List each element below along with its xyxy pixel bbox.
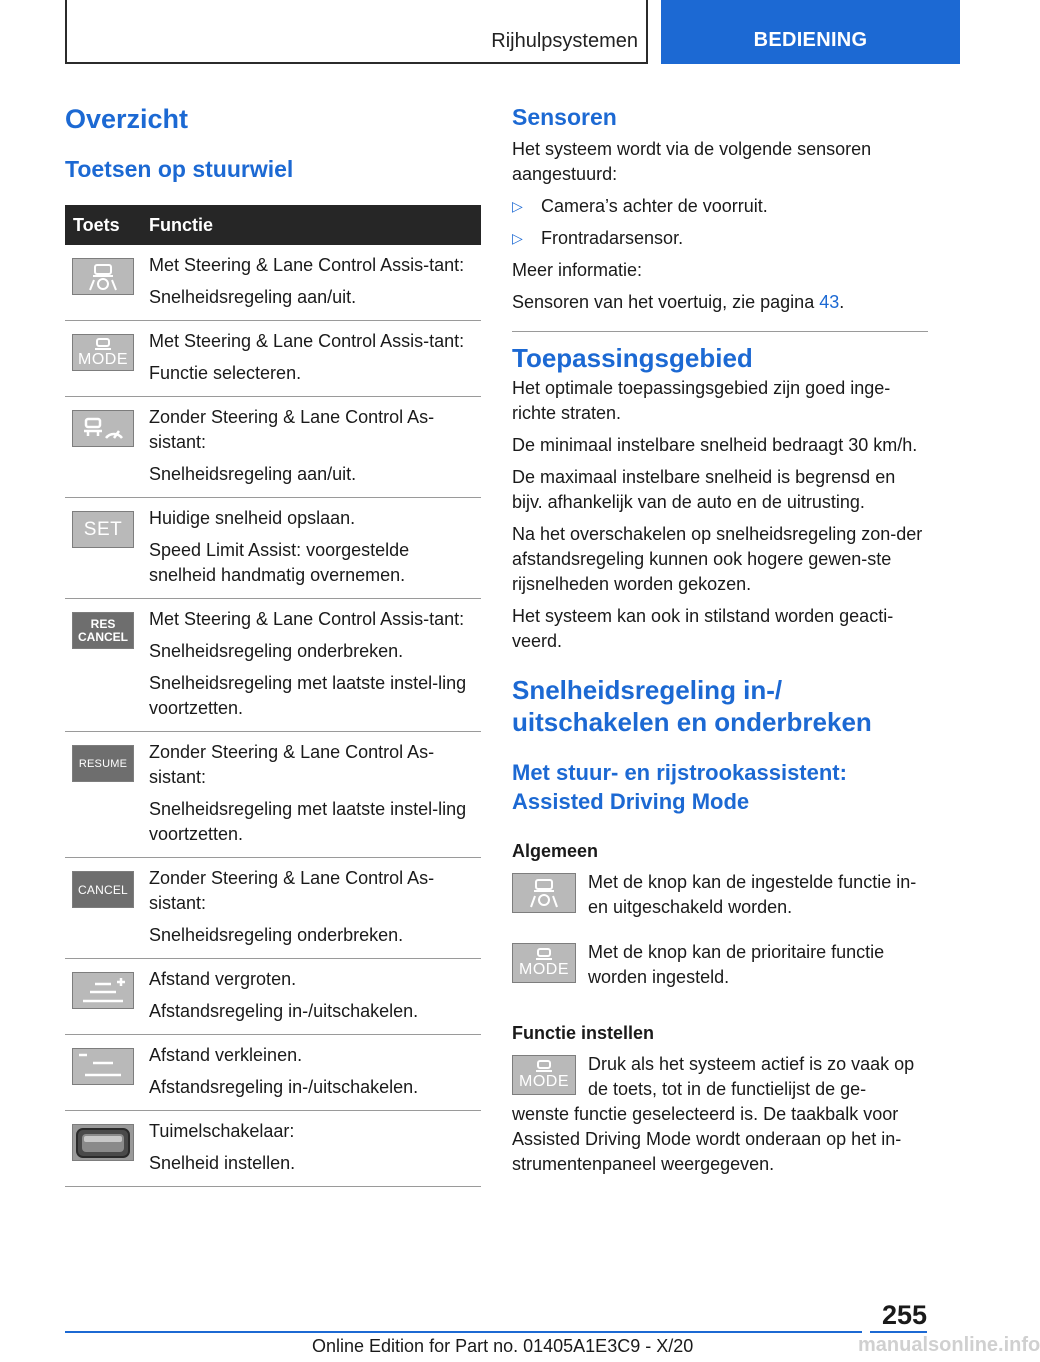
steering-assist-icon <box>72 258 134 295</box>
row-text: Afstandsregeling in-/uitschakelen. <box>149 1077 419 1097</box>
row-text: Snelheid instellen. <box>149 1153 296 1173</box>
bullet-text: Frontradarsensor. <box>541 228 684 248</box>
icon-label: SET <box>83 518 123 540</box>
scope-paragraph: De maximaal instelbare snelheid is begrensd en bijv. afhankelijk van de auto en de uitrusting. <box>512 467 896 512</box>
row-text: Speed Limit Assist: voorgestelde snelheid handmatig overnemen. <box>149 540 410 585</box>
list-item <box>512 226 928 251</box>
sensors-reference: Sensoren van het voertuig, zie pagina 43. <box>512 290 928 332</box>
bullet-triangle-icon: ▷ <box>512 198 523 214</box>
scope-paragraph: Na het overschakelen op snelheidsregeling zon-der afstandsregeling kunnen ook hogere gewen-ste rijsnelheden worden gekozen. <box>512 524 923 594</box>
cruise-control-icon <box>72 410 134 447</box>
scope-heading: Toepassingsgebied <box>512 343 753 373</box>
general-item-text: Met de knop kan de ingestelde functie in- en uitgeschakeld worden. <box>588 872 917 917</box>
icon-label: MODE <box>519 961 569 978</box>
table-row <box>65 732 481 858</box>
row-text: Snelheidsregeling onderbreken. <box>149 641 404 661</box>
page-title: Overzicht <box>65 104 189 134</box>
chapter-tab-label: BEDIENING <box>753 29 868 51</box>
list-item <box>512 870 928 920</box>
row-text: Snelheidsregeling aan/uit. <box>149 464 357 484</box>
table-row <box>65 599 481 732</box>
row-text: Zonder Steering & Lane Control As-sistant: <box>149 868 435 913</box>
row-text: Met Steering & Lane Control Assis-tant: <box>149 255 465 275</box>
mode-button-icon <box>512 943 576 983</box>
left-column <box>65 100 481 184</box>
list-item <box>512 194 928 219</box>
page-link[interactable]: 43 <box>819 292 840 312</box>
table-row <box>65 245 481 321</box>
table-header <box>65 205 481 245</box>
table-row <box>65 1111 481 1187</box>
icon-label: MODE <box>78 350 128 368</box>
assist-heading: Met stuur- en rijstrookassistent: Assisted Driving Mode <box>512 760 847 814</box>
table-row <box>65 1035 481 1111</box>
list-item <box>512 940 928 990</box>
row-text: Met Steering & Lane Control Assis-tant: <box>149 609 465 629</box>
row-text: Zonder Steering & Lane Control As-sistant: <box>149 742 435 787</box>
set-function-heading: Functie instellen <box>512 1023 655 1043</box>
row-text: Zonder Steering & Lane Control As-sistant: <box>149 407 435 452</box>
more-info-label: Meer informatie: <box>512 260 643 280</box>
scope-paragraph: Het systeem kan ook in stilstand worden geacti-veerd. <box>512 606 894 651</box>
icon-label: MODE <box>519 1073 569 1090</box>
scope-paragraph: Het optimale toepassingsgebied zijn goed inge-richte straten. <box>512 378 891 423</box>
row-text: Afstandsregeling in-/uitschakelen. <box>149 1001 419 1021</box>
icon-label: RESUME <box>78 757 128 770</box>
resume-button-icon <box>72 745 134 782</box>
bullet-text: Camera’s achter de voorruit. <box>541 196 768 216</box>
row-text: Functie selecteren. <box>149 363 302 383</box>
icon-label: CANCEL <box>78 882 128 897</box>
general-item-text: Met de knop kan de prioritaire functie worden ingesteld. <box>588 942 885 987</box>
col-header-function: Functie <box>149 214 214 235</box>
res-cancel-button-icon <box>72 612 134 649</box>
page-number: 255 <box>881 1300 927 1330</box>
watermark: manualsonline.info <box>858 1334 1040 1356</box>
row-text: Snelheidsregeling onderbreken. <box>149 925 404 945</box>
steering-assist-icon <box>512 873 576 913</box>
edition-text: Online Edition for Part no. 01405A1E3C9 - X/20 <box>312 1336 694 1356</box>
cancel-button-icon <box>72 871 134 908</box>
set-function-text-rest: wenste functie geselecteerd is. De taakbalk voor Assisted Driving Mode wordt onderaan op het in-strumentenpaneel weergegeven. <box>512 1104 902 1174</box>
row-text: Tuimelschakelaar: <box>149 1121 295 1141</box>
table-row <box>65 321 481 397</box>
icon-label: RES CANCEL <box>78 616 128 644</box>
switch-heading: Snelheidsregeling in-/ uitschakelen en onderbreken <box>512 675 872 737</box>
table-row <box>65 397 481 498</box>
row-text: Huidige snelheid opslaan. <box>149 508 356 528</box>
right-column <box>512 100 928 1177</box>
row-text: Snelheidsregeling aan/uit. <box>149 287 357 307</box>
table-row <box>65 498 481 599</box>
general-heading: Algemeen <box>512 841 599 861</box>
row-text: Afstand vergroten. <box>149 969 297 989</box>
rocker-switch-icon <box>72 1124 134 1161</box>
reference-text: Sensoren van het voertuig, zie pagina <box>512 292 815 312</box>
section-heading-buttons: Toetsen op stuurwiel <box>65 156 294 182</box>
distance-increase-icon <box>72 972 134 1009</box>
mode-button-icon <box>72 334 134 371</box>
table-row <box>65 858 481 959</box>
scope-paragraph: De minimaal instelbare snelheid bedraagt 30 km/h. <box>512 435 918 455</box>
row-text: Afstand verkleinen. <box>149 1045 303 1065</box>
bullet-triangle-icon: ▷ <box>512 230 523 246</box>
set-button-icon <box>72 511 134 548</box>
sensors-heading: Sensoren <box>512 104 617 130</box>
row-text: Snelheidsregeling met laatste instel-ling voortzetten. <box>149 799 467 844</box>
footer-rule <box>870 1331 927 1333</box>
col-header-key: Toets <box>73 214 120 235</box>
list-item <box>512 1052 928 1102</box>
mode-button-icon <box>512 1055 576 1095</box>
set-function-text: Druk als het systeem actief is zo vaak op de toets, tot in de functielijst de ge- <box>588 1054 915 1099</box>
footer-rule <box>65 1331 862 1333</box>
chapter-tab[interactable] <box>661 0 960 64</box>
row-text: Met Steering & Lane Control Assis-tant: <box>149 331 465 351</box>
distance-decrease-icon <box>72 1048 134 1085</box>
section-title: Rijhulpsystemen <box>491 30 638 52</box>
row-text: Snelheidsregeling met laatste instel-ling voortzetten. <box>149 673 467 718</box>
button-table <box>65 205 481 1187</box>
sensors-intro: Het systeem wordt via de volgende sensoren aangestuurd: <box>512 139 872 184</box>
table-row <box>65 959 481 1035</box>
